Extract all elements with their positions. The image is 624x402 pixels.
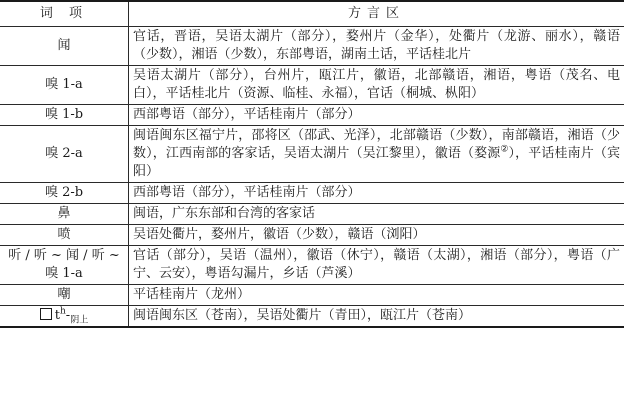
header-area: 方言区	[129, 1, 624, 27]
row-term: 嗅 2-a	[0, 126, 129, 183]
row-area: 吴语处衢片，婺州片，徽语（少数），赣语（浏阳）	[129, 225, 624, 246]
table-row	[0, 204, 624, 225]
table-header-row	[0, 1, 624, 27]
row-area: 西部粤语（部分），平话桂南片（部分）	[129, 105, 624, 126]
table-row	[0, 66, 624, 105]
row-area: 闽语闽东区（苍南），吴语处衢片（青田），瓯江片（苍南）	[129, 306, 624, 328]
row-term: 喷	[0, 225, 129, 246]
row-area: 官话，晋语，吴语太湖片（部分），婺州片（金华），处衢片（龙游、丽水），赣语（少数），湘语（少数），东部粤语，湖南土话，平话桂北片	[129, 27, 624, 66]
row-term: 嗅 1-b	[0, 105, 129, 126]
table-row	[0, 105, 624, 126]
term-dash: -	[65, 308, 71, 323]
row-area: 平话桂南片（龙州）	[129, 285, 624, 306]
table-row	[0, 285, 624, 306]
row-term: 闻	[0, 27, 129, 66]
row-term: 鼻	[0, 204, 129, 225]
row-term: 嘲	[0, 285, 129, 306]
term-superscript: h	[60, 306, 66, 317]
row-term	[0, 306, 129, 328]
table-row	[0, 225, 624, 246]
row-area: 西部粤语（部分），平话桂南片（部分）	[129, 183, 624, 204]
term-subscript: 阴上	[70, 315, 89, 326]
table-row	[0, 246, 624, 285]
footnote-marker: ②	[500, 144, 509, 155]
row-area: 吴语太湖片（部分），台州片，瓯江片，徽语，北部赣语，湘语，粤语（茂名、电白），平话桂北片（资源、临桂、永福），官话（桐城、枞阳）	[129, 66, 624, 105]
table-row	[0, 183, 624, 204]
term-prefix: t	[54, 308, 60, 323]
row-area	[129, 126, 624, 183]
table-row	[0, 126, 624, 183]
header-term: 词 项	[0, 1, 129, 27]
row-term: 听 / 听 ~ 闻 / 听 ~ 嗅 1-a	[0, 246, 129, 285]
missing-character-box-icon	[40, 308, 52, 320]
row-term: 嗅 2-b	[0, 183, 129, 204]
table-row	[0, 27, 624, 66]
row-area-text-tail: ），平话桂南片（宾阳）	[133, 146, 620, 179]
row-area-text: 闽语闽东区福宁片，邵将区（邵武、光泽），北部赣语（少数），南部赣语，湘语（少数），江西南部的客家话，吴语太湖片（吴江黎里），徽语（婺源	[133, 128, 620, 161]
row-area: 闽语，广东东部和台湾的客家话	[129, 204, 624, 225]
row-term: 嗅 1-a	[0, 66, 129, 105]
row-area: 官话（部分），吴语（温州），徽语（休宁），赣语（太湖），湘语（部分），粤语（广宁、云安），粤语勾漏片，乡话（芦溪）	[129, 246, 624, 285]
table-row	[0, 306, 624, 328]
